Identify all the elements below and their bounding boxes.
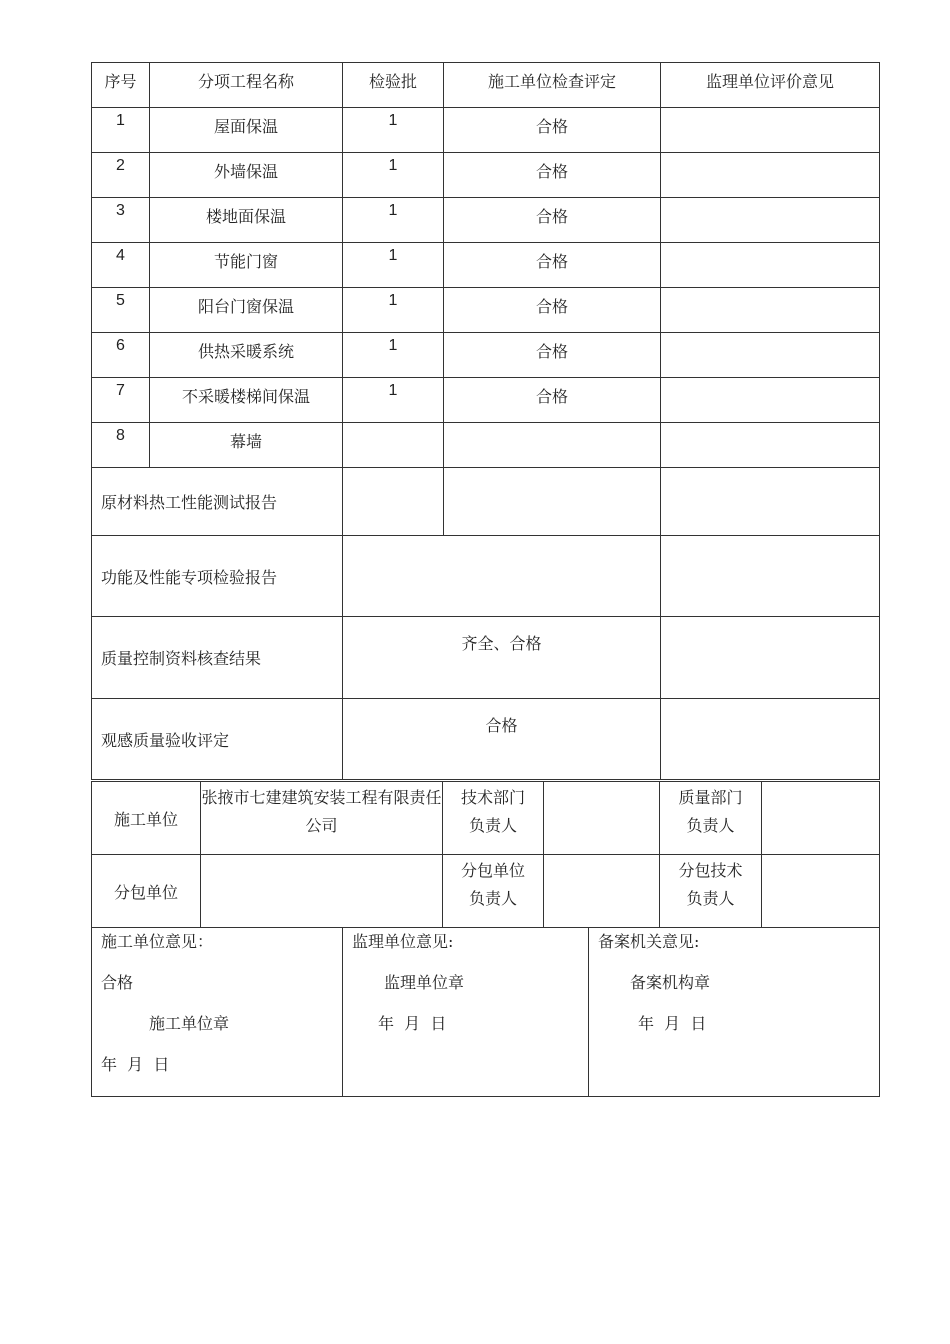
row-index: 5 [92, 288, 150, 333]
header-batch: 检验批 [343, 63, 444, 108]
row-supervisor-eval [661, 108, 880, 153]
sub-head-label [443, 855, 544, 928]
quality-control-opinion [661, 617, 880, 699]
opinions-row [92, 928, 880, 1097]
table-row [92, 153, 880, 198]
opinions-table [91, 927, 880, 1097]
contractor-opinion-title: 施工单位意见： [101, 932, 214, 951]
supervisor-opinion-title: 监理单位意见: [352, 932, 454, 951]
row-index: 1 [92, 108, 150, 153]
row-item-name: 楼地面保温 [150, 198, 343, 243]
row-item-name: 不采暖楼梯间保温 [150, 378, 343, 423]
table-row [92, 423, 880, 468]
header-supervisor-eval: 监理单位评价意见 [661, 63, 880, 108]
quality-dept-label [660, 782, 762, 855]
contractor-opinion-result: 合格 [101, 973, 134, 992]
filing-opinion [589, 928, 880, 1097]
row-batch: 1 [343, 333, 444, 378]
row-item-name: 阳台门窗保温 [150, 288, 343, 333]
sub-tech-line1: 分包技术 [678, 861, 743, 880]
quality-control-row [92, 617, 880, 699]
supervisor-date: 年 月 日 [378, 1014, 447, 1033]
row-batch: 1 [343, 198, 444, 243]
row-supervisor-eval [661, 198, 880, 243]
table-row [92, 288, 880, 333]
row-contractor-eval: 合格 [444, 153, 661, 198]
function-test-opinion [661, 536, 880, 617]
row-contractor-eval: 合格 [444, 378, 661, 423]
tech-dept-line2: 负责人 [468, 816, 517, 835]
quality-control-label: 质量控制资料核查结果 [92, 617, 343, 699]
row-item-name: 外墙保温 [150, 153, 343, 198]
material-test-label: 原材料热工性能测试报告 [92, 468, 343, 536]
row-batch: 1 [343, 243, 444, 288]
row-batch: 1 [343, 288, 444, 333]
row-batch: 1 [343, 153, 444, 198]
quality-dept-line2: 负责人 [686, 816, 735, 835]
supervisor-opinion [343, 928, 589, 1097]
material-test-batch [343, 468, 444, 536]
quality-dept-line1: 质量部门 [678, 788, 743, 807]
sub-tech-line2: 负责人 [686, 889, 735, 908]
function-test-eval [343, 536, 661, 617]
row-supervisor-eval [661, 333, 880, 378]
row-supervisor-eval [661, 288, 880, 333]
row-index: 6 [92, 333, 150, 378]
row-index: 2 [92, 153, 150, 198]
table-row [92, 333, 880, 378]
contractor-opinion [92, 928, 343, 1097]
acceptance-table [91, 62, 880, 780]
supervisor-seal: 监理单位章 [384, 973, 465, 992]
row-batch [343, 423, 444, 468]
filing-date: 年 月 日 [638, 1014, 707, 1033]
sub-head-line2: 负责人 [468, 889, 517, 908]
sub-head-value [544, 855, 660, 928]
contractor-label: 施工单位 [92, 782, 201, 855]
sub-tech-label [660, 855, 762, 928]
row-contractor-eval: 合格 [444, 198, 661, 243]
units-table [91, 781, 880, 928]
table-row [92, 108, 880, 153]
row-supervisor-eval [661, 423, 880, 468]
row-batch: 1 [343, 108, 444, 153]
subcontractor-row [92, 855, 880, 928]
filing-opinion-title: 备案机关意见: [598, 932, 700, 951]
header-contractor-eval: 施工单位检查评定 [444, 63, 661, 108]
function-test-label: 功能及性能专项检验报告 [92, 536, 343, 617]
sub-head-line1: 分包单位 [460, 861, 525, 880]
row-item-name: 节能门窗 [150, 243, 343, 288]
tech-dept-label [443, 782, 544, 855]
row-batch: 1 [343, 378, 444, 423]
row-item-name: 屋面保温 [150, 108, 343, 153]
contractor-date: 年 月 日 [101, 1055, 170, 1074]
header-item-name: 分项工程名称 [150, 63, 343, 108]
filing-seal: 备案机构章 [630, 973, 711, 992]
subcontractor-name [201, 855, 443, 928]
table-row [92, 243, 880, 288]
tech-dept-line1: 技术部门 [460, 788, 525, 807]
appearance-label: 观感质量验收评定 [92, 699, 343, 780]
row-supervisor-eval [661, 153, 880, 198]
row-contractor-eval: 合格 [444, 333, 661, 378]
sub-tech-value [762, 855, 880, 928]
row-index: 8 [92, 423, 150, 468]
contractor-name: 张掖市七建建筑安装工程有限责任公司 [201, 782, 443, 855]
appearance-opinion [661, 699, 880, 780]
material-test-row [92, 468, 880, 536]
tech-dept-value [544, 782, 660, 855]
row-supervisor-eval [661, 378, 880, 423]
row-item-name: 供热采暖系统 [150, 333, 343, 378]
row-contractor-eval: 合格 [444, 108, 661, 153]
row-contractor-eval [444, 423, 661, 468]
row-supervisor-eval [661, 243, 880, 288]
contractor-seal: 施工单位章 [149, 1014, 230, 1033]
header-row [92, 63, 880, 108]
header-index: 序号 [92, 63, 150, 108]
contractor-row [92, 782, 880, 855]
row-contractor-eval: 合格 [444, 288, 661, 333]
row-item-name: 幕墙 [150, 423, 343, 468]
row-index: 3 [92, 198, 150, 243]
table-row [92, 378, 880, 423]
table-row [92, 198, 880, 243]
function-test-row [92, 536, 880, 617]
row-index: 7 [92, 378, 150, 423]
quality-control-result: 齐全、合格 [343, 617, 661, 699]
appearance-result: 合格 [343, 699, 661, 780]
appearance-row [92, 699, 880, 780]
subcontractor-label: 分包单位 [92, 855, 201, 928]
row-contractor-eval: 合格 [444, 243, 661, 288]
material-test-eval [444, 468, 661, 536]
material-test-opinion [661, 468, 880, 536]
quality-dept-value [762, 782, 880, 855]
row-index: 4 [92, 243, 150, 288]
